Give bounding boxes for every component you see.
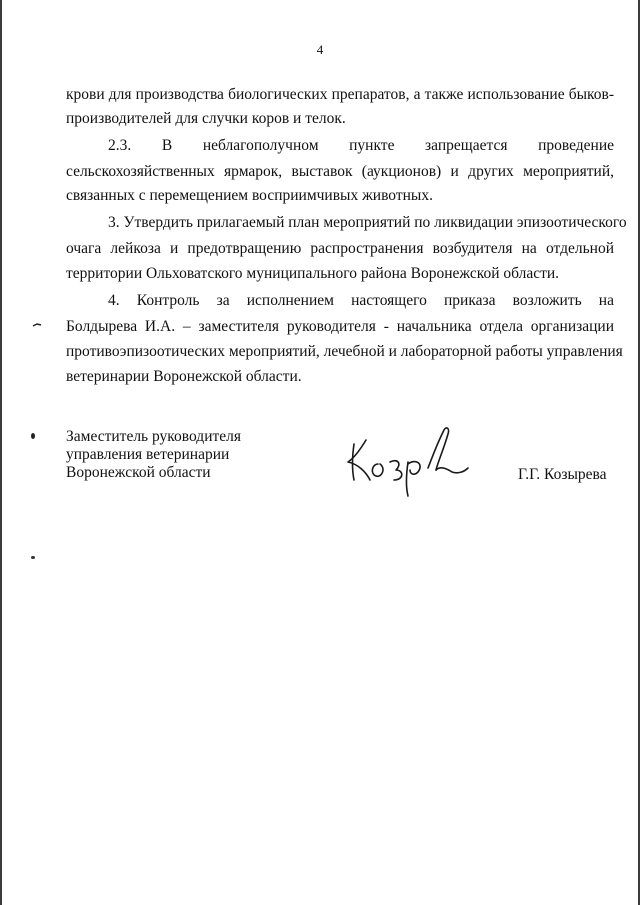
paragraph-4-line-2: Болдырева И.А. – заместителя руководителя - начальника отдела организации <box>66 318 614 335</box>
signer-title-line-1: Заместитель руководителя <box>66 428 242 445</box>
scan-speck-mark <box>32 322 42 328</box>
paragraph-4-line-1: 4. Контроль за исполнением настоящего приказа возложить на <box>108 292 614 309</box>
scan-dot-mark <box>30 555 36 560</box>
signer-title-line-2: управления ветеринарии <box>66 446 230 463</box>
handwritten-signature <box>340 418 480 498</box>
paragraph-4-line-4: ветеринарии Воронежской области. <box>66 368 302 385</box>
signer-title <box>66 428 306 482</box>
signer-title-line-3: Воронежской области <box>66 464 211 481</box>
signer-name: Г.Г. Козырева <box>518 466 607 483</box>
paragraph-4-line-3: противоэпизоотических мероприятий, лечебной и лабораторной работы управления <box>66 343 623 360</box>
paragraph-3-line-2: очага лейкоза и предотвращению распространения возбудителя на отдельной <box>66 240 614 257</box>
paragraph-1-line-1: крови для производства биологических препаратов, а также использование быков- <box>66 86 614 103</box>
page-number: 4 <box>316 42 324 57</box>
scan-dot-mark <box>30 432 36 440</box>
paragraph-1-line-2: производителей для случки коров и телок. <box>66 110 346 127</box>
paragraph-3-line-1: 3. Утвердить прилагаемый план мероприятий по ликвидации эпизоотического <box>108 214 627 231</box>
paragraph-2-line-1: 2.3. В неблагополучном пункте запрещается проведение <box>108 137 614 154</box>
paragraph-3-line-3: территории Ольховатского муниципального района Воронежской области. <box>66 265 560 282</box>
paragraph-2-line-3: связанных с перемещением восприимчивых животных. <box>66 187 433 204</box>
paragraph-2-line-2: сельскохозяйственных ярмарок, выставок (аукционов) и других мероприятий, <box>66 163 614 180</box>
